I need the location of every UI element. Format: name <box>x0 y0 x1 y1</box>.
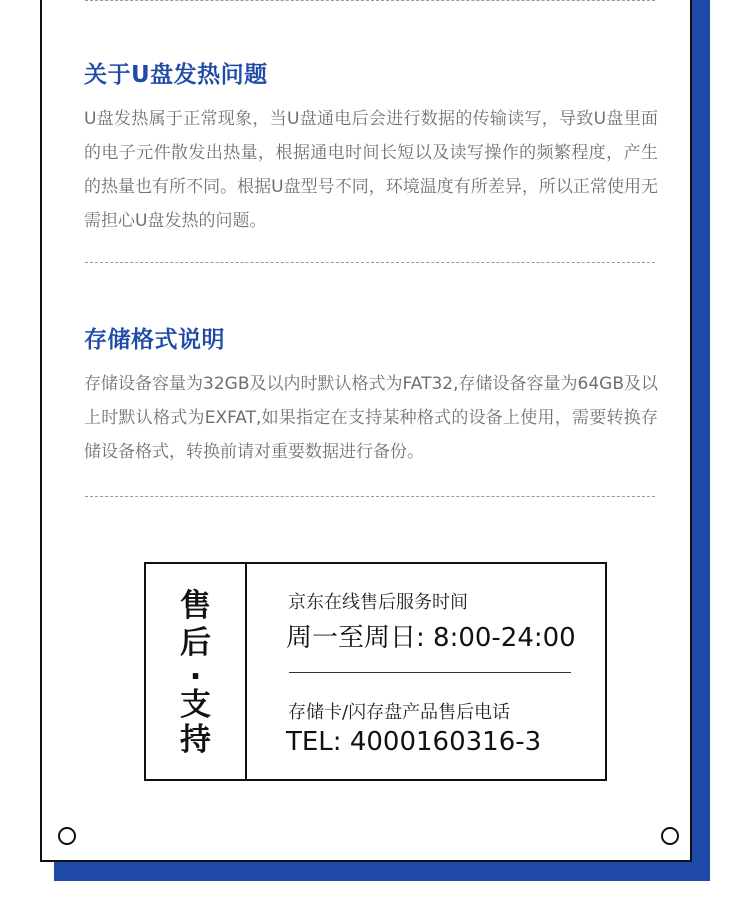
support-separator-line <box>289 672 571 673</box>
divider-bottom <box>85 496 655 497</box>
support-title-char: 支 <box>180 687 211 723</box>
section-heading-format: 存储格式说明 <box>84 327 225 353</box>
support-phone-label: 存储卡/闪存盘产品售后电话 <box>288 702 511 723</box>
after-sales-title-column <box>146 564 247 779</box>
section-body-format: 存储设备容量为32GB及以内时默认格式为FAT32,存储设备容量为64GB及以上时默认格式为EXFAT,如果指定在支持某种格式的设备上使用，需要转换存储设备格式，转换前请对重要数据进行备份。 <box>84 374 658 462</box>
support-title-char: · <box>189 659 202 695</box>
service-hours-label: 京东在线售后服务时间 <box>288 592 468 613</box>
divider-middle <box>85 262 655 263</box>
divider-top <box>85 0 655 1</box>
after-sales-support-box <box>144 562 607 781</box>
support-phone-number: TEL: 4000160316-3 <box>286 727 542 757</box>
section-body-heat: U盘发热属于正常现象，当U盘通电后会进行数据的传输读写，导致U盘里面的电子元件散发出热量，根据通电时间长短以及读写操作的频繁程度，产生的热量也有所不同。根据U盘型号不同，环境温度有所差异，所以正常使用无需担心U盘发热的问题。 <box>84 109 658 231</box>
support-title-char: 售 <box>180 588 211 624</box>
service-hours-value: 周一至周日: 8:00-24:00 <box>286 623 576 653</box>
section-heading-heat: 关于U盘发热问题 <box>84 62 268 88</box>
support-title-char: 后 <box>180 625 211 661</box>
punch-hole-left-icon <box>58 827 76 845</box>
punch-hole-right-icon <box>661 827 679 845</box>
support-title-char: 持 <box>180 722 211 758</box>
